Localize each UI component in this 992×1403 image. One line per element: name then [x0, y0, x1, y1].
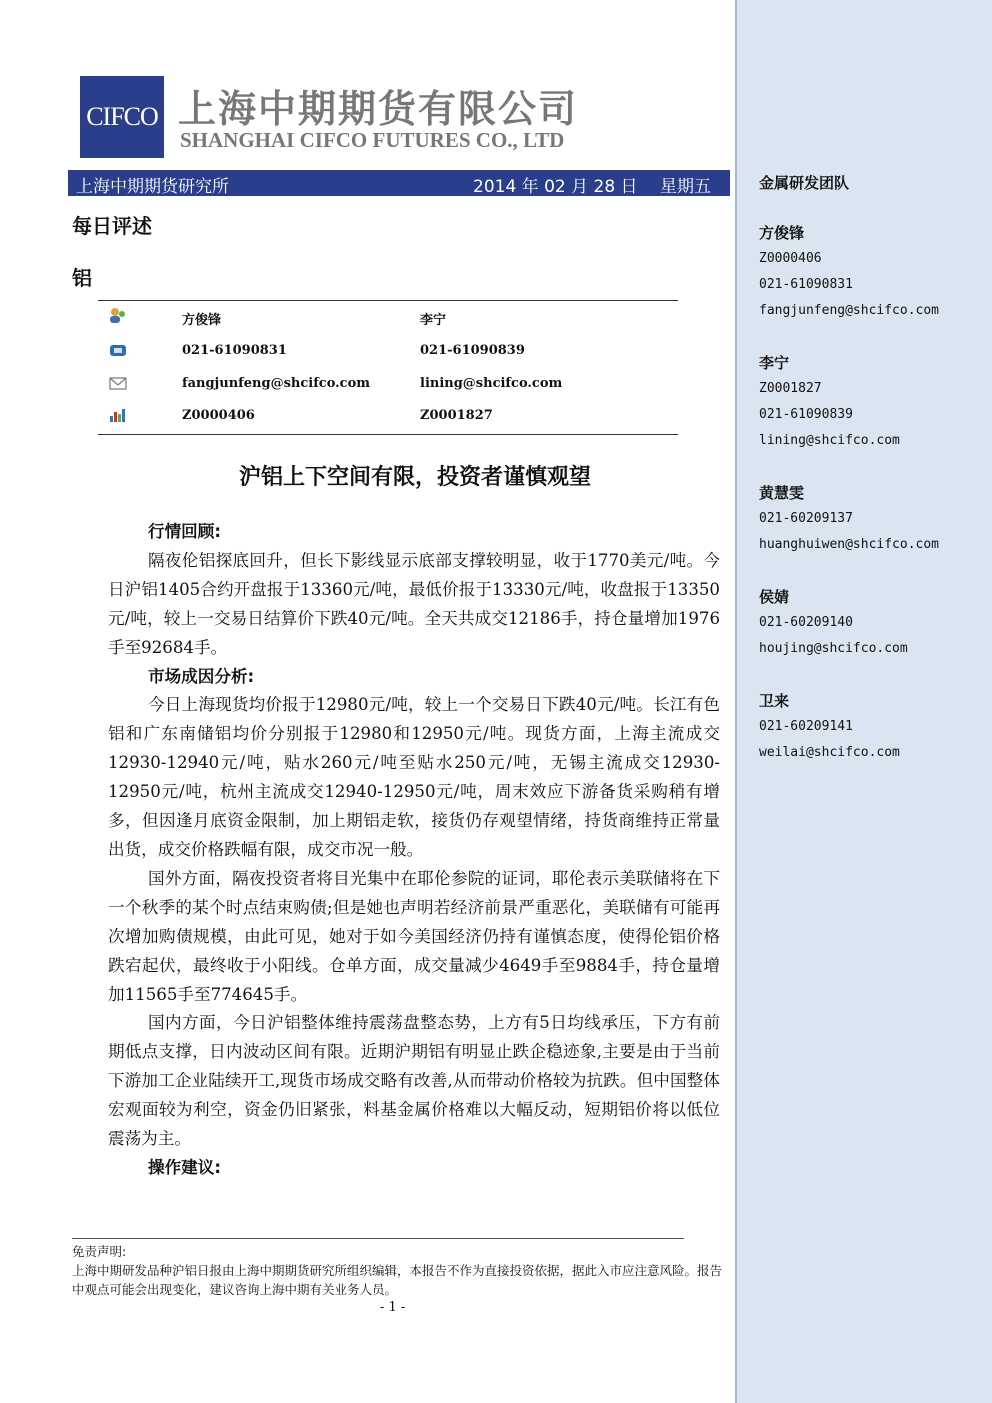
- contact-email: fangjunfeng@shcifco.com: [759, 303, 940, 318]
- author-1-license: Z0000406: [182, 408, 255, 423]
- report-title: 沪铝上下空间有限，投资者谨慎观望: [238, 465, 591, 490]
- author-2-license: Z0001827: [420, 408, 493, 423]
- contact-phone: 021-61090839: [759, 407, 853, 422]
- contact-license: Z0000406: [759, 251, 822, 266]
- contact-phone: 021-60209141: [759, 719, 853, 734]
- contact-email: lining@shcifco.com: [759, 433, 900, 448]
- mail-icon: [108, 374, 128, 392]
- heading-trading-advice: 操作建议:: [148, 1157, 222, 1177]
- heading-market-review: 行情回顾:: [148, 522, 222, 541]
- cifco-logo: CIFCO: [80, 76, 164, 158]
- author-table: [98, 300, 678, 435]
- author-row-email: [98, 372, 678, 396]
- heading-market-analysis: 市场成因分析:: [148, 666, 255, 686]
- commodity-label: 铝: [72, 266, 92, 290]
- author-1-name: 方俊锋: [182, 313, 222, 328]
- report-weekday: 星期五: [660, 177, 711, 197]
- contact-card: [759, 220, 939, 324]
- people-icon: [108, 307, 128, 325]
- contact-email: houjing@shcifco.com: [759, 641, 908, 656]
- company-name-cn: 上海中期期货有限公司: [178, 87, 579, 131]
- contact-license: Z0001827: [759, 381, 822, 396]
- paragraph-spot-market: 今日上海现货均价报于12980元/吨，较上一个交易日下跌40元/吨。长江有色铝和广东南储铝均价分别报于12980和12950元/吨。现货方面，上海主流成交12930-12940元/吨，贴水260元/吨至贴水250元/吨，无锡主流成交12930-12950元/吨，杭州主流成交12940-12950元/吨，周末效应下游备货采购稍有增多，但因逢月底资金限制，加上期铝走软，接货仍存观望情绪，持货商维持正常量出货，成交价格跌幅有限，成交市况一般。: [108, 695, 720, 859]
- chart-icon: [108, 406, 128, 424]
- contact-card: [759, 688, 900, 766]
- contact-card: [759, 480, 939, 558]
- team-title: 金属研发团队: [759, 174, 850, 192]
- contact-name: 卫来: [759, 692, 790, 710]
- header-bar: [68, 170, 730, 196]
- contact-name: 侯婧: [759, 588, 790, 606]
- disclaimer-divider: [72, 1238, 684, 1239]
- disclaimer: [72, 1242, 722, 1299]
- page-number: - 1 -: [380, 1300, 406, 1315]
- paragraph-market-review: 隔夜伦铝探底回升，但长下影线显示底部支撑较明显，收于1770美元/吨。今日沪铝1405合约开盘报于13360元/吨，最低价报于13330元/吨，收盘报于13350元/吨，较上一交易日结算价下跌40元/吨。全天共成交12186手，持仓量增加1976手至92684手。: [108, 550, 720, 657]
- author-2-name: 李宁: [420, 313, 447, 328]
- contact-name: 李宁: [759, 354, 790, 372]
- author-row-license: [98, 404, 678, 428]
- author-1-email: fangjunfeng@shcifco.com: [182, 376, 371, 391]
- author-2-email: lining@shcifco.com: [420, 376, 563, 391]
- section-title: 每日评述: [72, 214, 152, 238]
- paragraph-overseas: 国外方面，隔夜投资者将目光集中在耶伦参院的证词，耶伦表示美联储将在下一个秋季的某个时点结束购债;但是她也声明若经济前景严重恶化，美联储有可能再次增加购债规模，由此可见，她对于如今美国经济仍持有谨慎态度，使得伦铝价格跌宕起伏，最终收于小阳线。仓单方面，成交量减少4649手至9884手，持仓量增加11565手至774645手。: [108, 868, 720, 1004]
- company-name-en: SHANGHAI CIFCO FUTURES CO., LTD: [180, 128, 565, 152]
- contact-card: [759, 350, 900, 454]
- contact-name: 黄慧雯: [759, 484, 805, 502]
- contact-email: huanghuiwen@shcifco.com: [759, 537, 940, 552]
- report-date: 2014 年 02 月 28 日: [473, 177, 638, 197]
- disclaimer-text: 上海中期研发品种沪铝日报由上海中期期货研究所组织编辑，本报告不作为直接投资依据，据此入市应注意风险。报告中观点可能会出现变化，建议咨询上海中期有关业务人员。: [72, 1263, 723, 1297]
- paragraph-domestic: 国内方面，今日沪铝整体维持震荡盘整态势，上方有5日均线承压，下方有前期低点支撑，日内波动区间有限。近期沪期铝有明显止跌企稳迹象,主要是由于当前下游加工企业陆续开工,现货市场成交略有改善,从而带动价格较为抗跌。但中国整体宏观面较为利空，资金仍旧紧张，料基金属价格难以大幅反动，短期铝价将以低位震荡为主。: [108, 1013, 720, 1149]
- author-row-name: [98, 305, 678, 329]
- institute-name: 上海中期期货研究所: [76, 177, 229, 197]
- contact-phone: 021-60209137: [759, 511, 853, 526]
- report-body: [108, 518, 720, 1183]
- author-2-phone: 021-61090839: [420, 343, 525, 358]
- phone-icon: [108, 341, 128, 359]
- contact-email: weilai@shcifco.com: [759, 745, 900, 760]
- disclaimer-label: 免责声明:: [72, 1244, 127, 1259]
- contact-phone: 021-60209140: [759, 615, 853, 630]
- team-sidebar: [735, 0, 992, 1403]
- author-row-phone: [98, 339, 678, 363]
- contact-phone: 021-61090831: [759, 277, 853, 292]
- contact-card: [759, 584, 908, 662]
- contact-name: 方俊锋: [759, 224, 805, 242]
- author-1-phone: 021-61090831: [182, 343, 287, 358]
